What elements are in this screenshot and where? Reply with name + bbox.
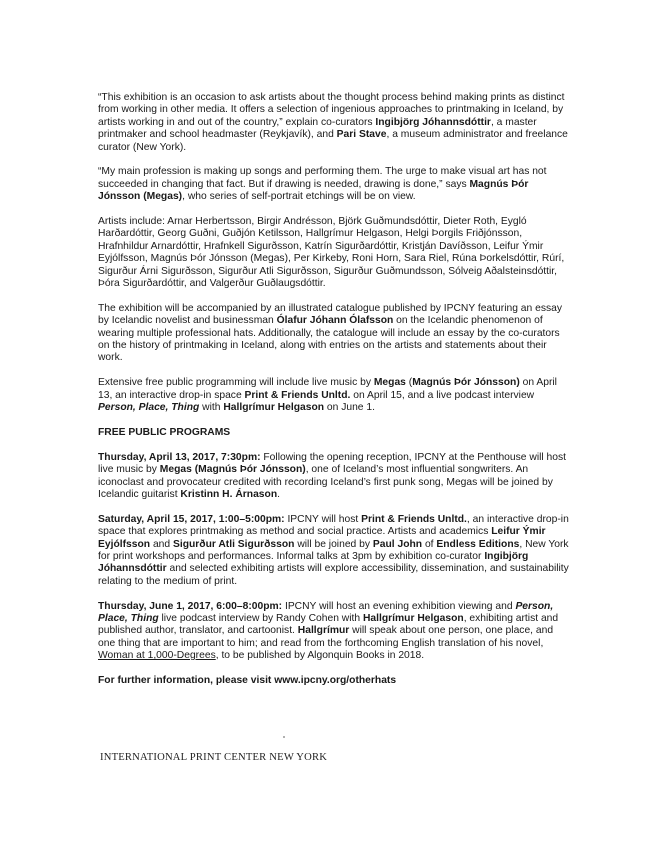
text-run: Artists include: Arnar Herbertsson, Birgir Andrésson, Björk Guðmundsdóttir, Dieter Roth, Eygló Harðardóttir, Georg Guðni, Guðjón Ketilsson, Hallgrímur Helgason, Helgi Þorgils Friðjónsson, Hrafnhildur Arnardóttir, Hrafnkell Sigurðsson, Katrín Sigurðardóttir, Kristján Davíðsson, Leifur Ýmir Eyjólfsson, Magnús Þór Jónsson (Megas), Per Kirkeby, Roni Horn, Sara Riel, Rúna Þorkelsdóttir, Rúrí, Sigurður Árni Sigurðsson, Sigurður Atli Sigurðsson, Sigurður Guðmundsson, Sólveig Aðalsteinsdóttir, Þóra Sigurðardóttir, and Valgerður Guðlaugsdóttir. — [98, 216, 565, 290]
text-run: Thursday, April 13, 2017, 7:30pm: — [98, 451, 261, 463]
text-run: Following the opening reception, IPCNY at the Penthouse will host live music by — [98, 451, 566, 476]
text-run: Person, Place, Thing — [98, 600, 554, 624]
text-run: , one of Iceland’s most influential songwriters. An iconoclast and provocateur credited with recording Iceland’s first punk song, Megas will be joined by Icelandic guitarist — [98, 464, 553, 500]
text-run: “This exhibition is an occasion to ask artists about the thought process behind making prints as distinct from working in other media. It offers a selection of ingenious approaches to printmaking in Iceland, by artists working in and out of the country,” explain co-curators — [98, 92, 565, 128]
text-run: Sigurður Atli Sigurðsson — [172, 538, 295, 550]
text-run: Megas — [373, 377, 406, 389]
text-run: Kristinn H. Árnason — [180, 488, 278, 500]
text-run: . — [277, 488, 280, 500]
text-run: Ingibjörg Jóhannsdóttir — [375, 116, 491, 128]
text-run: , an interactive drop-in space that explores printmaking as method and social practice. Artists and academics — [98, 513, 569, 538]
text-run: Hallgrímur — [297, 625, 350, 637]
text-run: with — [199, 402, 224, 414]
text-run: IPCNY will host an evening exhibition viewing and — [282, 600, 516, 612]
text-run: on April 15, and a live podcast interview — [350, 389, 535, 401]
text-run: Endless Editions — [436, 538, 520, 550]
text-run: Magnús Þór Jónsson) — [412, 377, 520, 389]
text-run: Woman at 1,000-Degrees — [98, 650, 216, 662]
text-run: ( — [405, 377, 413, 389]
program-april-15 — [98, 514, 570, 588]
scan-speck — [283, 736, 285, 738]
text-run: Ingibjörg Jóhannsdóttir — [98, 550, 529, 575]
text-run: Print & Friends Unltd. — [361, 513, 467, 525]
text-run: and selected exhibiting artists will explore accessibility, dissemination, and sustainability relating to the medium of print. — [98, 563, 569, 587]
artists-list-paragraph — [98, 216, 570, 290]
text-run: Thursday, June 1, 2017, 6:00–8:00pm: — [98, 600, 283, 612]
text-run: Pari Stave — [336, 129, 387, 141]
program-june-1 — [98, 601, 570, 663]
text-run: Magnús Þór Jónsson (Megas) — [98, 178, 529, 203]
further-info-text: For further information, please visit www.ipcny.org/otherhats — [98, 674, 397, 686]
text-run: , a museum administrator and freelance curator (New York). — [98, 129, 568, 153]
megas-quote-paragraph — [98, 166, 570, 203]
text-run: The exhibition will be accompanied by an illustrated catalogue published by IPCNY featuring an essay by Icelandic novelist and businessman — [98, 302, 563, 327]
footer-organization: INTERNATIONAL PRINT CENTER NEW YORK — [100, 752, 328, 763]
text-run: Megas (Magnús Þór Jónsson) — [159, 464, 306, 476]
text-run: , to be published by Algonquin Books in 2018. — [215, 650, 425, 662]
program-april-13 — [98, 452, 570, 502]
text-run: Saturday, April 15, 2017, 1:00–5:00pm: — [98, 513, 285, 525]
text-run: Paul John — [372, 538, 423, 550]
text-run: will be joined by — [294, 538, 373, 550]
text-run: , who series of self-portrait etchings will be on view. — [182, 191, 416, 203]
further-info-line — [98, 675, 570, 687]
catalogue-paragraph — [98, 303, 570, 365]
programs-heading: FREE PUBLIC PROGRAMS — [98, 426, 231, 438]
text-run: Leifur Ýmir Eyjólfsson — [98, 526, 546, 550]
text-run: on June 1. — [324, 402, 375, 414]
text-run: of — [422, 538, 437, 550]
press-release-body — [98, 92, 570, 700]
text-run: on the Icelandic phenomenon of wearing multiple professional hats. Additionally, the catalogue will include an essay by the co-curators on the history of printmaking in Iceland, along with entries on the artists and statements about their work. — [98, 315, 560, 364]
text-run: Hallgrímur Helgason — [362, 612, 464, 624]
text-run: live podcast interview by Randy Cohen with — [158, 612, 363, 624]
text-run: IPCNY will host — [284, 513, 362, 525]
text-run: will speak about one person, one place, and one thing that are important to him; and read from the forthcoming English translation of his novel, — [98, 625, 554, 649]
text-run: , exhibiting artist and published author, translator, and cartoonist. — [98, 612, 559, 637]
text-run: , a master printmaker and school headmaster (Reykjavík), and — [98, 116, 537, 141]
text-run: Print & Friends Unltd. — [244, 389, 351, 401]
text-run: Person, Place, Thing — [98, 402, 200, 414]
text-run: “My main profession is making up songs and performing them. The urge to make visual art has not succeeded in changing that fact. But if drawing is needed, drawing is done,” says — [98, 166, 547, 190]
text-run: Hallgrímur Helgason — [223, 402, 325, 414]
text-run: , New York for print workshops and performances. Informal talks at 3pm by exhibition co-curator — [98, 538, 569, 562]
text-run: on April 13, an interactive drop-in space — [98, 377, 557, 401]
text-run: Extensive free public programming will include live music by — [98, 377, 374, 389]
text-run: and — [150, 538, 173, 550]
intro-paragraph — [98, 92, 570, 154]
text-run: Ólafur Jóhann Ólafsson — [276, 315, 394, 327]
programming-paragraph — [98, 377, 570, 414]
